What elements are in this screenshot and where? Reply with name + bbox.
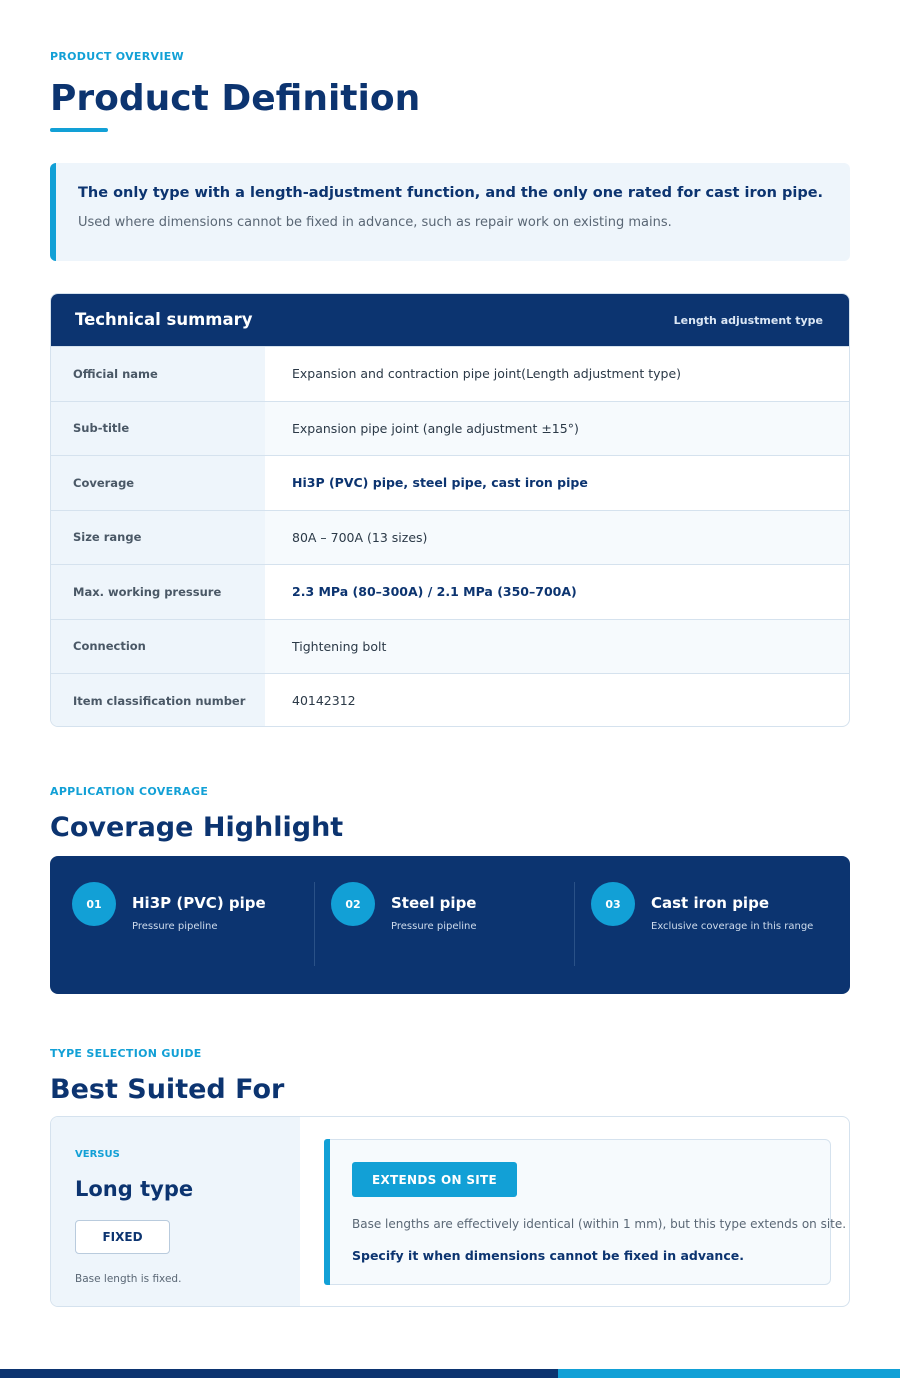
coverage-divider [314, 882, 315, 966]
technical-summary-header [51, 294, 849, 346]
row-value: Expansion and contraction pipe joint(Length adjustment type) [292, 366, 682, 382]
row-value: 40142312 [292, 693, 356, 709]
section-eyebrow-overview: PRODUCT OVERVIEW [50, 50, 184, 63]
table-row [51, 673, 849, 727]
alternative-type-title: Long type [75, 1177, 194, 1201]
technical-summary-title: Technical summary [75, 310, 253, 329]
coverage-number-badge: 01 [72, 882, 116, 926]
versus-label: VERSUS [75, 1149, 120, 1160]
row-value: Hi3P (PVC) pipe, steel pipe, cast iron pipe [292, 475, 588, 491]
coverage-item-sub: Pressure pipeline [391, 921, 477, 932]
definition-callout [50, 163, 850, 261]
table-row [51, 455, 849, 510]
row-label: Official name [51, 347, 265, 401]
table-row [51, 346, 849, 401]
callout-accent-bar [50, 163, 56, 261]
row-value: Tightening bolt [265, 620, 849, 674]
row-label: Coverage [51, 456, 265, 510]
coverage-title: Coverage Highlight [50, 812, 344, 843]
coverage-divider [574, 882, 575, 966]
coverage-number-badge: 02 [331, 882, 375, 926]
recommendation-strong: Specify it when dimensions cannot be fixed in advance. [352, 1248, 744, 1263]
footer-bar-accent [558, 1369, 900, 1378]
fixed-note: Base length is fixed. [75, 1273, 182, 1285]
coverage-item-title: Steel pipe [391, 894, 477, 912]
row-label: Max. working pressure [51, 565, 265, 619]
extends-on-site-badge: EXTENDS ON SITE [352, 1162, 517, 1197]
callout-sub: Used where dimensions cannot be fixed in advance, such as repair work on existing mains. [78, 215, 672, 230]
technical-summary-tag: Length adjustment type [673, 314, 823, 327]
footer-bar-navy [0, 1369, 558, 1378]
table-row [51, 619, 849, 674]
table-row [51, 510, 849, 565]
table-row [51, 401, 849, 456]
row-label: Size range [51, 511, 265, 565]
title-underline [50, 128, 108, 132]
coverage-item-title: Cast iron pipe [651, 894, 769, 912]
coverage-item-sub: Pressure pipeline [132, 921, 218, 932]
coverage-number-badge: 03 [591, 882, 635, 926]
row-label: Sub-title [51, 402, 265, 456]
row-label: Item classification number [51, 674, 265, 727]
selection-panel [50, 1116, 850, 1307]
card-accent-bar [324, 1139, 330, 1285]
coverage-panel [50, 856, 850, 994]
row-value: Expansion pipe joint (angle adjustment ±15°) [265, 402, 849, 456]
section-eyebrow-coverage: APPLICATION COVERAGE [50, 785, 209, 798]
row-value: 2.3 MPa (80–300A) / 2.1 MPa (350–700A) [292, 584, 577, 600]
technical-summary-table [50, 293, 850, 727]
row-label: Connection [51, 620, 265, 674]
coverage-item-title: Hi3P (PVC) pipe [132, 894, 266, 912]
selection-title: Best Suited For [50, 1074, 285, 1105]
row-value: 80A – 700A (13 sizes) [265, 511, 849, 565]
page-title: Product Definition [50, 78, 421, 119]
section-eyebrow-selection: TYPE SELECTION GUIDE [50, 1047, 202, 1060]
callout-lead: The only type with a length-adjustment function, and the only one rated for cast iron pipe. [78, 185, 824, 201]
comparison-column [51, 1117, 300, 1306]
recommendation-card [324, 1139, 847, 1285]
table-row [51, 564, 849, 619]
fixed-badge: FIXED [75, 1220, 170, 1254]
recommendation-text: Base lengths are effectively identical (within 1 mm), but this type extends on site. [352, 1217, 847, 1231]
coverage-item-sub: Exclusive coverage in this range [651, 921, 814, 932]
